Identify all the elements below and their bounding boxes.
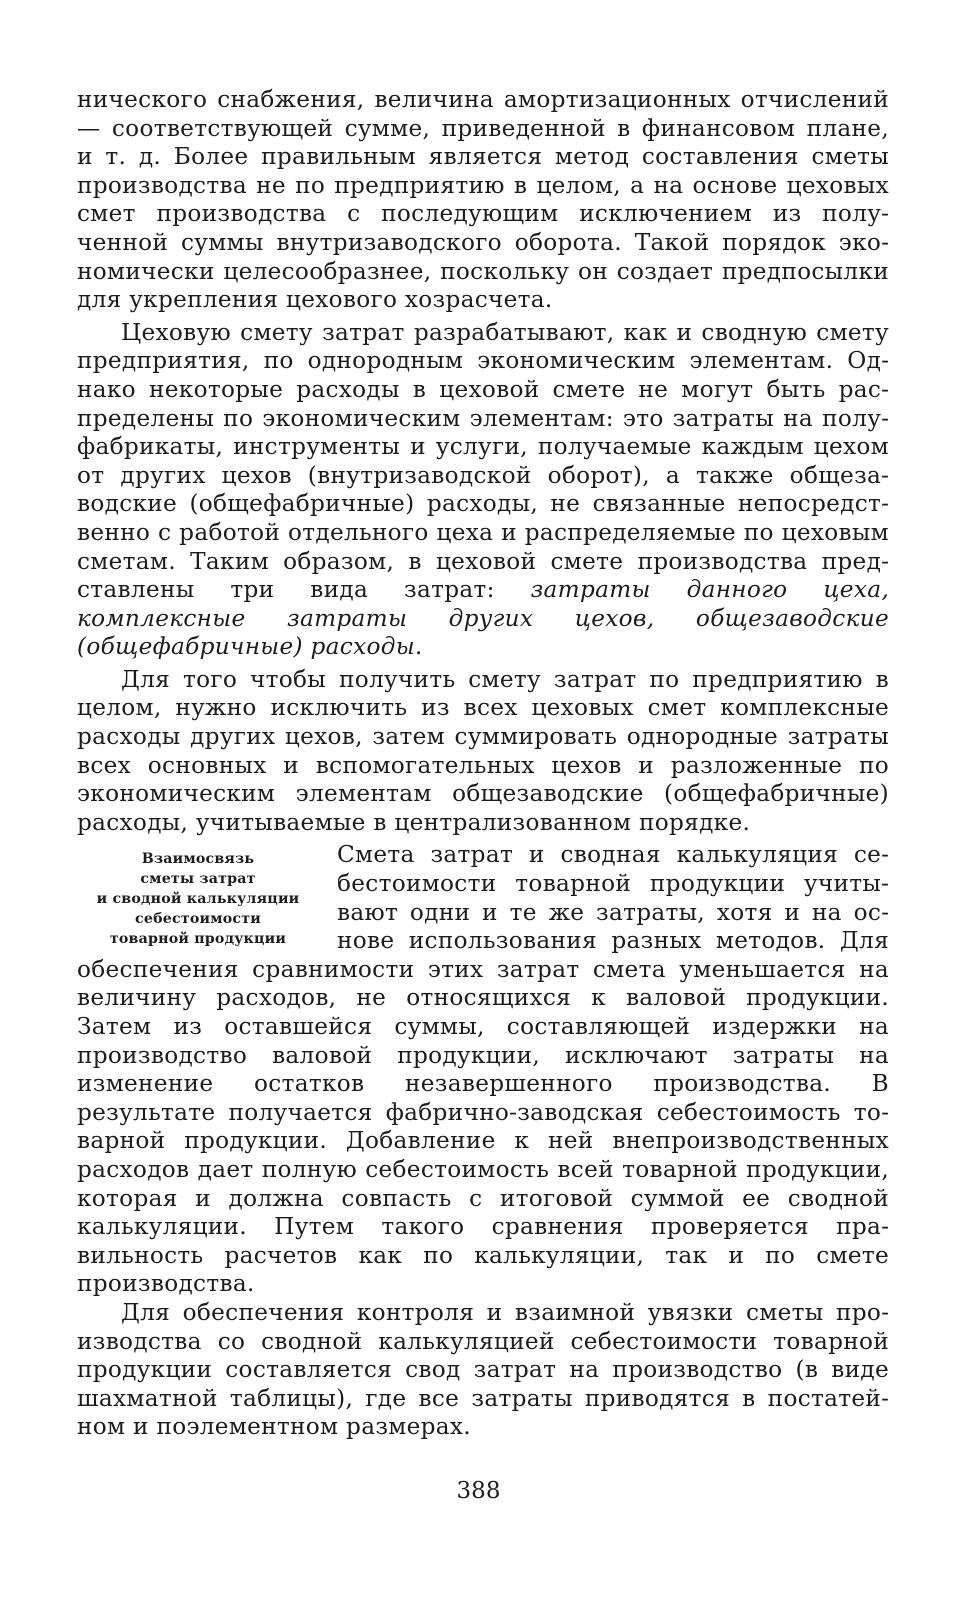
paragraph-3: Для того чтобы получить смету затрат по предприятию в целом, нужно исключить из всех цеховых смет комплексные расходы других цехов, затем суммировать однородные затраты всех основных и вспомогательных цехов и разложенные по экономическим элементам общезаводские (общефабричные) расходы, учитываемые в централизованном порядке. — [77, 665, 889, 836]
paragraph-1: нического снабжения, величина амортизационных отчислений — соответствующей сумме, приведенной в финансовом плане, и т. д. Более правильным является метод составления сметы производства не по предприятию в целом, а на основе цеховых смет производства с последующим исключением из полученной суммы внутризаводского оборота. Такой порядок экономически целесообразнее, поскольку он создает предпосылки для укрепления цехового хозрасчета. — [77, 86, 889, 314]
paragraph-5: Для обеспечения контроля и взаимной увязки сметы производства со сводной калькуляцией себестоимости товарной продукции составляется свод затрат на производство (в виде шахматной таблицы), где все затраты приводятся в постатейном и поэлементном размерах. — [77, 1298, 889, 1441]
margin-heading-line: себестоимости — [135, 911, 261, 928]
paragraph-2 — [77, 319, 889, 662]
paragraph-2-italic: затраты данного цеха, комплексные затраты других цехов, общезаводские (общефабричные) расходы. — [77, 576, 889, 661]
margin-heading-line: и сводной калькуляции — [96, 891, 300, 908]
paragraph-4: Смета затрат и сводная калькуляция себестоимости товарной продукции учитывают одни и те же затраты, хотя и на основе использования разных методов. Для обеспечения сравнимости этих затрат смета уменьшается на величину расходов, не относящихся к валовой продукции. Затем из оставшейся суммы, составляющей издержки на производство валовой продукции, исключают затраты на изменение остатков незавершенного производства. В результате получается фабрично-заводская себестоимость товарной продукции. Добавление к ней внепроизводственных расходов дает полную себестоимость всей товарной продукции, которая и должна совпасть с итоговой суммой ее сводной калькуляции. Путем такого сравнения проверяется правильность расчетов как по калькуляции, так и по смете производства. — [77, 841, 889, 1298]
page-body — [77, 86, 889, 1442]
sidenote-section — [77, 841, 889, 1299]
paragraph-2-text: Цеховую смету затрат разрабатывают, как и сводную смету предприятия, по однородным экономическим элементам. Однако некоторые расходы в цеховой смете не могут быть распределены по экономическим элементам: это затраты на полуфабрикаты, инструменты и услуги, получаемые каждым цехом от других цехов (внутризаводской оборот), а также общезаводские (общефабричные) расходы, не связанные непосредственно с работой отдельного цеха и распределяемые по цеховым сметам. Таким образом, в цеховой смете производства представлены три вида затрат: — [77, 318, 889, 604]
margin-heading-line: товарной продукции — [109, 931, 287, 948]
margin-heading — [69, 849, 327, 949]
page-number: 388 — [456, 1478, 501, 1504]
margin-heading-line: сметы затрат — [140, 871, 256, 888]
margin-heading-line: Взаимосвязь — [141, 851, 255, 868]
